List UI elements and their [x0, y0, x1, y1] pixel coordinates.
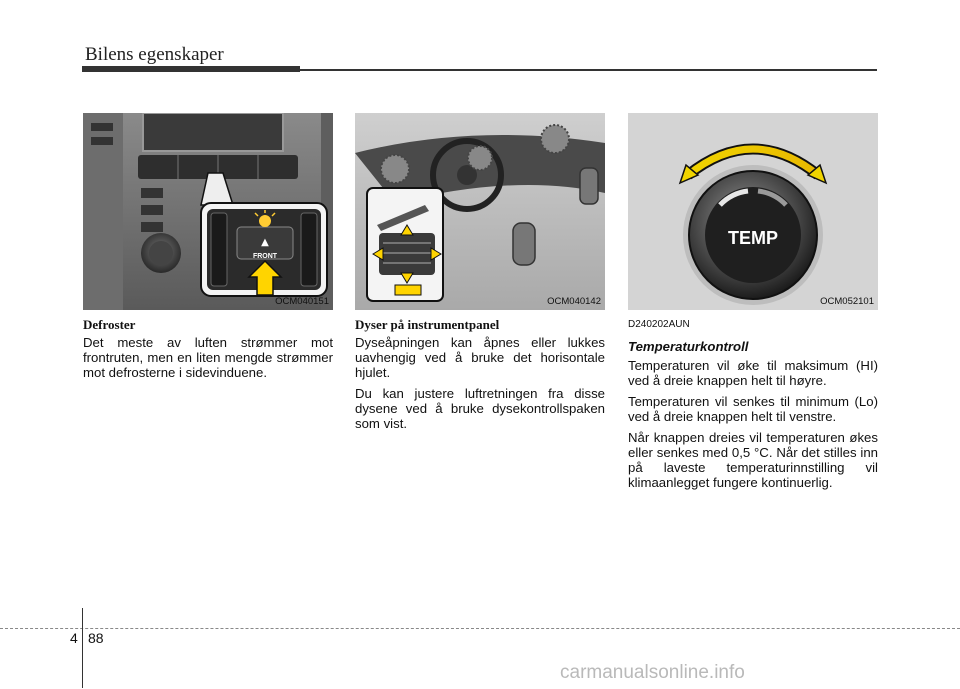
figure-vents [355, 113, 605, 310]
front-button-label: FRONT [252, 253, 278, 260]
section-heading: Dyser på instrumentpanel [355, 317, 500, 332]
figure-temp-knob [628, 113, 878, 310]
watermark: carmanualsonline.info [560, 662, 745, 683]
defrost-icon: ▲ [261, 237, 269, 248]
vents-illustration [355, 113, 605, 310]
paragraph: Når knappen dreies vil temperaturen økes eller senkes med 0,5 °C. Når det stilles inn på laveste temperaturinnstilling vil klimaanlegget fungere kontinuerlig. [628, 430, 878, 490]
section-heading: Temperaturkontroll [628, 339, 749, 354]
section-vents [355, 317, 605, 437]
paragraph: Temperaturen vil senkes til minimum (Lo) ved å dreie knappen helt til venstre. [628, 394, 878, 424]
section-defroster [83, 317, 333, 386]
chapter-number: 4 [70, 630, 78, 646]
temp-knob-illustration [628, 113, 878, 310]
paragraph: Det meste av luften strømmer mot frontruten, men en liten mengde strømmer mot defrosterne i sidevinduene. [83, 335, 333, 380]
temp-knob-label: TEMP [727, 228, 779, 248]
header-rule-thin [300, 69, 877, 71]
footer-rule [0, 628, 960, 629]
figure-defroster [83, 113, 333, 310]
section-heading: Defroster [83, 317, 136, 332]
paragraph: Dyseåpningen kan åpnes eller lukkes uavhengig ved å bruke det horisontale hjulet. [355, 335, 605, 380]
paragraph: Temperaturen vil øke til maksimum (HI) ved å dreie knappen helt til høyre. [628, 358, 878, 388]
figure-caption: OCM040151 [275, 296, 329, 307]
header-rule-thick [82, 66, 300, 72]
page-number: 88 [88, 630, 104, 646]
page-header-title: Bilens egenskaper [85, 44, 224, 65]
section-temperature [628, 317, 878, 496]
figure-caption: OCM040142 [547, 296, 601, 307]
paragraph: Du kan justere luftretningen fra disse dysene ved å bruke dysekontrollspaken som vist. [355, 386, 605, 431]
defroster-illustration [83, 113, 333, 310]
footer-divider [82, 608, 83, 688]
figure-caption: OCM052101 [820, 296, 874, 307]
section-code: D240202AUN [628, 319, 690, 330]
